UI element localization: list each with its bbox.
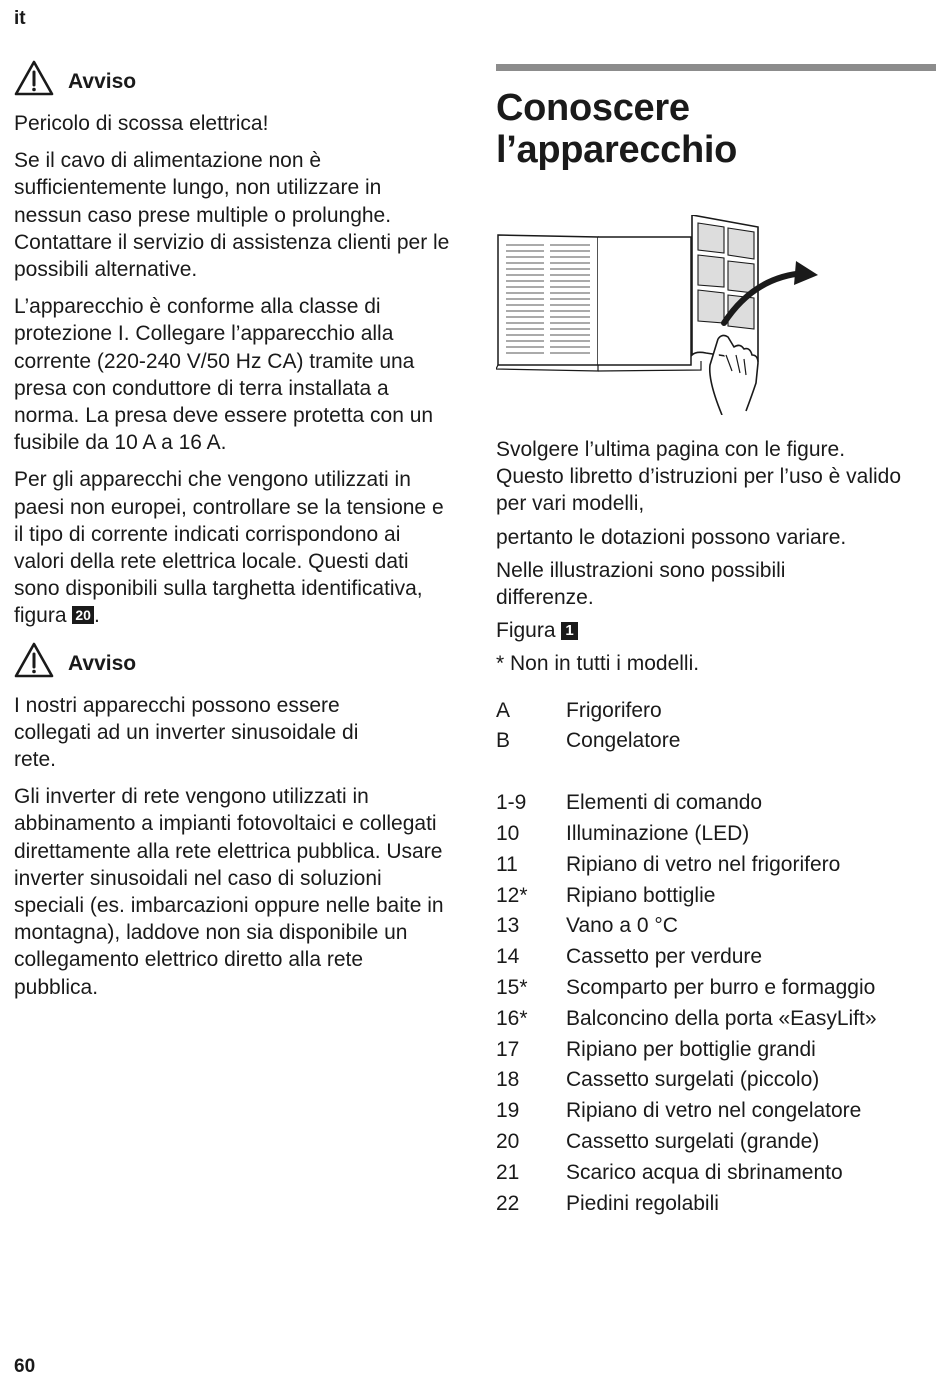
legend-key: 17	[496, 1037, 520, 1061]
paragraph: L’apparecchio è conforme alla classe di protezione I. Collegare l’apparecchio alla corrente (220-240 V/50 Hz CA) tramite una presa con conduttore di terra installata a norma. La presa deve essere protetta con un fusibile da 10 A a 16 A.	[14, 295, 434, 455]
paragraph	[14, 466, 454, 629]
legend-label: Ripiano per bottiglie grandi	[566, 1037, 816, 1061]
legend-row	[496, 819, 936, 850]
warning-triangle-icon	[14, 60, 54, 96]
legend-key: 14	[496, 945, 520, 969]
legend-label: Ripiano bottiglie	[566, 883, 716, 907]
legend-key: 11	[496, 852, 518, 876]
intro-text	[496, 436, 936, 678]
paragraph: I nostri apparecchi possono essere collegati ad un inverter sinusoidale di rete.	[14, 693, 359, 772]
legend-key: 15*	[496, 976, 528, 999]
paragraph-end: .	[93, 604, 100, 628]
legend-row	[496, 850, 936, 881]
page-number: 60	[14, 1356, 36, 1377]
warning-heading	[14, 58, 454, 98]
legend-label: Ripiano di vetro nel congelatore	[566, 1099, 862, 1123]
legend-key: 21	[496, 1160, 520, 1184]
paragraph: Nelle illustrazioni sono possibili differenze.	[496, 558, 786, 610]
section-divider	[496, 64, 936, 71]
legend-key: 16*	[496, 1006, 528, 1030]
legend-key: 19	[496, 1099, 520, 1123]
legend-row	[496, 1035, 936, 1066]
legend-label: Ripiano di vetro nel frigorifero	[566, 852, 841, 876]
legend-label: Vano a 0 °C	[566, 914, 678, 938]
paragraph: Se il cavo di alimentazione non è sufficientemente lungo, non utilizzare in nessun caso prese multiple o prolunghe. Contattare il servizio di assistenza clienti per le possibili alternative.	[14, 149, 450, 282]
legend-label: Elementi di comando	[566, 791, 763, 815]
figure-reference	[496, 617, 936, 644]
legend-label: Balconcino della porta «EasyLift»	[566, 1006, 877, 1030]
legend-row	[496, 788, 936, 819]
legend-key: A	[496, 698, 511, 722]
section-title-line: Conoscere	[496, 87, 690, 129]
component-legend	[496, 696, 936, 1220]
figure-reference-badge: 20	[72, 606, 94, 624]
legend-row	[496, 1065, 936, 1096]
legend-label: Scomparto per burro e formaggio	[566, 976, 876, 999]
figure-label: Figura	[496, 619, 556, 643]
legend-label: Scarico acqua di sbrinamento	[566, 1160, 843, 1184]
legend-key: 1-9	[496, 791, 527, 815]
legend-label: Frigorifero	[566, 698, 662, 722]
warning-triangle-icon	[14, 642, 54, 678]
figure-number-badge: 1	[561, 622, 577, 640]
legend-row	[496, 881, 936, 912]
legend-label: Cassetto surgelati (piccolo)	[566, 1068, 820, 1092]
warning-title: Avviso	[68, 70, 137, 93]
legend-key: 10	[496, 822, 520, 846]
paragraph-text: Per gli apparecchi che vengono utilizzati in paesi non europei, controllare se la tensione e il tipo di corrente indicati corrispondono ai valori della rete elettrica locale. Questi dati sono disponibili sulla targhetta identificativa, figura	[14, 468, 444, 628]
legend-row	[496, 726, 936, 757]
legend-key: B	[496, 729, 511, 753]
warning-heading	[14, 640, 454, 680]
legend-label: Illuminazione (LED)	[566, 822, 750, 846]
legend-row	[496, 696, 936, 727]
legend-key: 22	[496, 1191, 520, 1215]
legend-label: Congelatore	[566, 729, 681, 753]
footnote: * Non in tutti i modelli.	[496, 652, 700, 676]
right-column	[496, 64, 936, 1219]
legend-label: Cassetto surgelati (grande)	[566, 1129, 820, 1153]
legend-row	[496, 1127, 936, 1158]
legend-row	[496, 1189, 936, 1220]
section-title-line: l’apparecchio	[496, 129, 738, 171]
legend-row	[496, 1096, 936, 1127]
language-code: it	[14, 8, 26, 29]
legend-row	[496, 942, 936, 973]
legend-row	[496, 1158, 936, 1189]
legend-row	[496, 1004, 936, 1035]
warning-title: Avviso	[68, 651, 137, 675]
paragraph: pertanto le dotazioni possono variare.	[496, 525, 847, 549]
paragraph: Gli inverter di rete vengono utilizzati in abbinamento a impianti fotovoltaici e collegati direttamente alla rete elettrica pubblica. Usare inverter sinusoidali nel caso di soluzioni speciali (es. imbarcazioni oppure nelle baite in montagna), laddove non sia disponibile un collegamento elettrico diretto alla rete pubblica.	[14, 785, 444, 999]
legend-label: Piedini regolabili	[566, 1191, 719, 1215]
unfold-figure-page-illustration	[496, 215, 818, 415]
left-column	[14, 58, 454, 1011]
legend-row	[496, 973, 936, 1004]
paragraph: Svolgere l’ultima pagina con le figure. Questo libretto d’istruzioni per l’uso è valido per vari modelli,	[496, 438, 902, 516]
legend-key: 18	[496, 1068, 520, 1092]
legend-key: 13	[496, 914, 520, 938]
legend-row	[496, 911, 936, 942]
legend-key: 20	[496, 1129, 520, 1153]
legend-label: Cassetto per verdure	[566, 945, 763, 969]
paragraph: Pericolo di scossa elettrica!	[14, 112, 269, 135]
section-title	[496, 87, 936, 171]
legend-key: 12*	[496, 883, 528, 907]
